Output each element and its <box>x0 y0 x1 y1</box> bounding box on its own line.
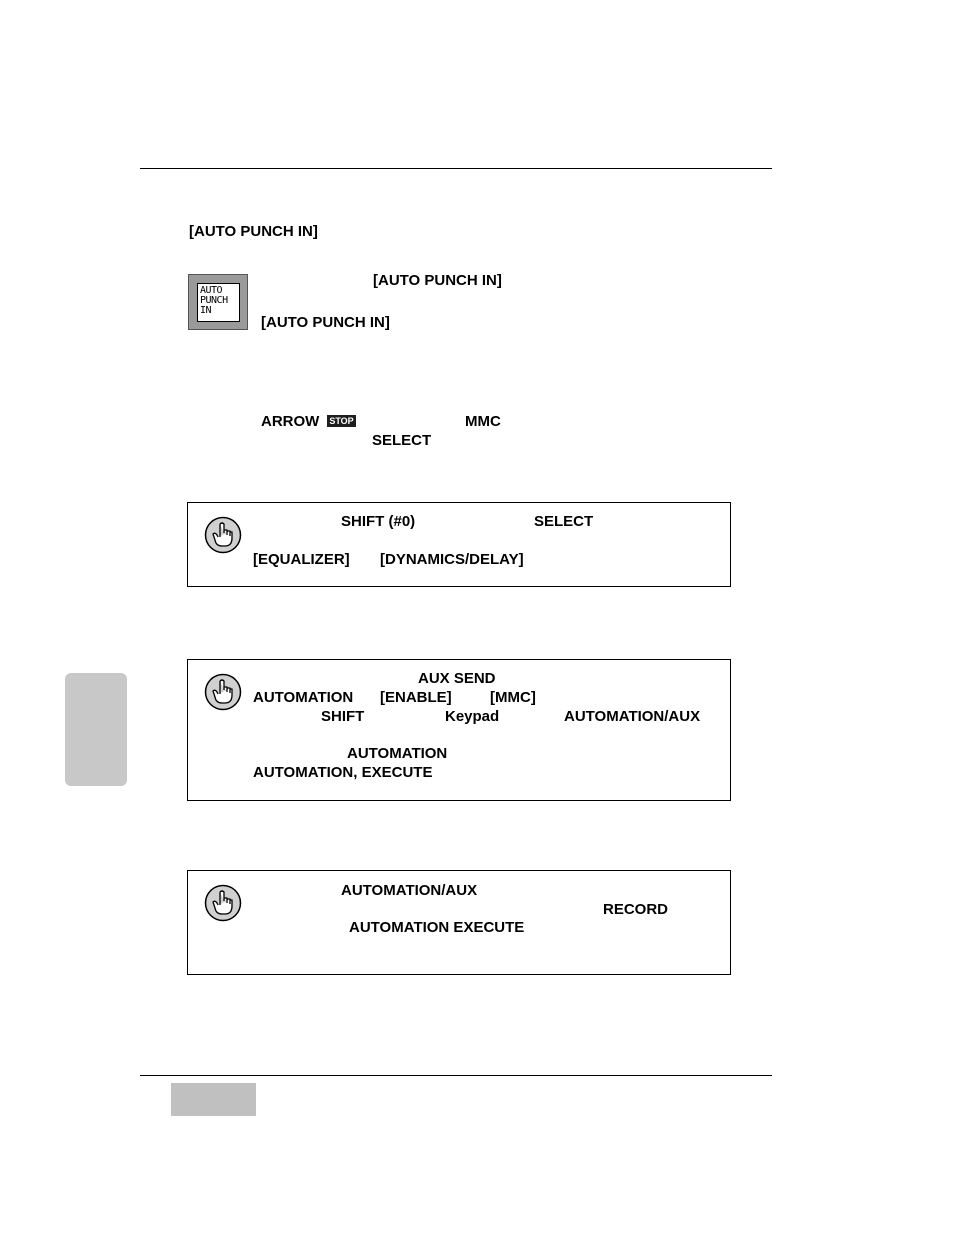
bottom-rule <box>140 1075 772 1076</box>
select-keyword: SELECT <box>372 432 432 449</box>
note2-automation-keyword: AUTOMATION <box>253 689 354 706</box>
note2-mmc-keyword: [MMC] <box>490 689 536 706</box>
note2-enable-keyword: [ENABLE] <box>380 689 452 706</box>
icon-label-line: IN <box>200 305 212 316</box>
page-number-tab <box>171 1083 256 1116</box>
note-box-1 <box>187 502 731 587</box>
auto-punch-in-button-face <box>197 283 240 322</box>
arrow-keyword: ARROW <box>261 413 320 430</box>
note2-aux-send-keyword: AUX SEND <box>418 670 496 687</box>
pointing-hand-icon <box>204 673 242 711</box>
note1-shift-keyword: SHIFT (#0) <box>341 513 416 530</box>
note1-equalizer-keyword: [EQUALIZER] <box>253 551 350 568</box>
note3-automation-execute-keyword: AUTOMATION EXECUTE <box>349 919 525 936</box>
note1-dynamics-keyword: [DYNAMICS/DELAY] <box>380 551 524 568</box>
chapter-side-tab <box>65 673 127 786</box>
stop-key-badge: STOP <box>327 415 356 427</box>
top-rule <box>140 168 772 169</box>
note2-automation-execute-keyword: AUTOMATION, EXECUTE <box>253 764 433 781</box>
pointing-hand-icon <box>204 884 242 922</box>
note2-automation-keyword-2: AUTOMATION <box>347 745 448 762</box>
note2-automation-aux-keyword: AUTOMATION/AUX <box>564 708 701 725</box>
note1-select-keyword: SELECT <box>534 513 594 530</box>
note3-automation-aux-keyword: AUTOMATION/AUX <box>341 882 478 899</box>
note2-keypad-keyword: Keypad <box>445 708 500 725</box>
intro-keyword-1: [AUTO PUNCH IN] <box>373 272 502 289</box>
auto-punch-in-button-icon <box>188 274 248 330</box>
note-box-3 <box>187 870 731 975</box>
pointing-hand-icon <box>204 516 242 554</box>
icon-label-line: PUNCH <box>200 295 228 306</box>
note2-shift-keyword: SHIFT <box>321 708 365 725</box>
mmc-keyword: MMC <box>465 413 501 430</box>
note-box-2 <box>187 659 731 801</box>
intro-keyword-2: [AUTO PUNCH IN] <box>261 314 390 331</box>
section-heading: [AUTO PUNCH IN] <box>189 223 318 240</box>
icon-label-line: AUTO <box>200 285 223 296</box>
note3-record-keyword: RECORD <box>603 901 669 918</box>
